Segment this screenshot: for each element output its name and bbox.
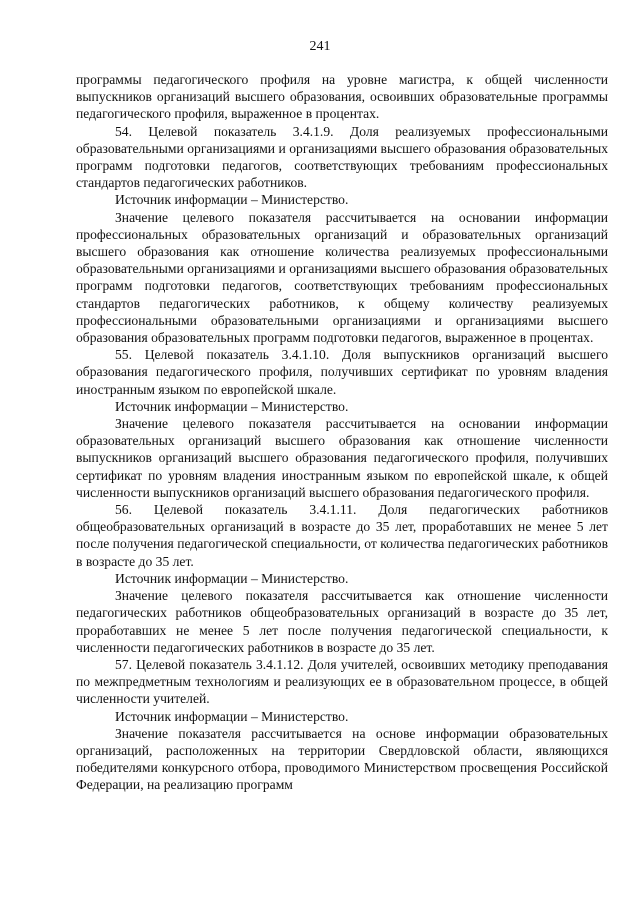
paragraph: Значение показателя рассчитывается на основе информации образовательных организаций, расположенных на территории Свердловской области, являющихся победителями конкурсного отбора, проводимого Министерством просвещения Российской Федерации, на реализацию программ <box>76 725 608 793</box>
paragraph: Источник информации – Министерство. <box>115 708 349 724</box>
body-text <box>76 71 608 794</box>
paragraph: 54. Целевой показатель 3.4.1.9. Доля реализуемых профессиональными образовательными организациями и организациями высшего образования образовательных программ подготовки педагогов, соответствующих требованиям профессиональных стандартов педагогических работников. <box>76 123 608 191</box>
paragraph: Источник информации – Министерство. <box>115 398 349 414</box>
paragraph: программы педагогического профиля на уровне магистра, к общей численности выпускников организаций высшего образования, освоивших образовательные программы педагогического профиля, выраженное в процентах. <box>76 72 608 122</box>
paragraph: 55. Целевой показатель 3.4.1.10. Доля выпускников организаций высшего образования педагогического профиля, получивших сертификат по уровням владения иностранным языком по европейской шкале. <box>76 347 608 397</box>
paragraph: Значение целевого показателя рассчитывается на основании информации профессиональных образовательных организаций и образовательных организаций высшего образования как отношение количества реализуемых профессиональными образовательными организациями и организациями высшего образования образовательных программ подготовки педагогов, соответствующих требованиям профессиональных стандартов педагогических работников, к общему количеству реализуемых профессиональными образовательными организациями и организациями высшего образования образовательных программ подготовки педагогов, выраженное в процентах. <box>76 209 608 346</box>
paragraph: 57. Целевой показатель 3.4.1.12. Доля учителей, освоивших методику преподавания по межпредметным технологиям и реализующих ее в образовательном процессе, в общей численности учителей. <box>76 656 608 707</box>
paragraph: 56. Целевой показатель 3.4.1.11. Доля педагогических работников общеобразовательных организаций в возрасте до 35 лет, проработавших не менее 5 лет после получения педагогической специальности, от количества педагогических работников в возрасте до 35 лет. <box>76 502 608 569</box>
paragraph: Значение целевого показателя рассчитывается на основании информации образовательных организаций высшего образования как отношение численности выпускников организаций высшего образования педагогического профиля, получивших сертификат по уровням владения иностранным языком по европейской шкале, к общей численности выпускников организаций высшего образования педагогического профиля. <box>76 416 608 500</box>
paragraph: Источник информации – Министерство. <box>115 192 349 208</box>
paragraph: Значение целевого показателя рассчитывается как отношение численности педагогических работников общеобразовательных организаций в возрасте до 35 лет, проработавших не менее 5 лет после получения педагогической специальности, к численности педагогических работников в возрасте до 35 лет. <box>76 588 608 655</box>
page-number: 241 <box>309 39 331 54</box>
paragraph: Источник информации – Министерство. <box>115 570 349 586</box>
